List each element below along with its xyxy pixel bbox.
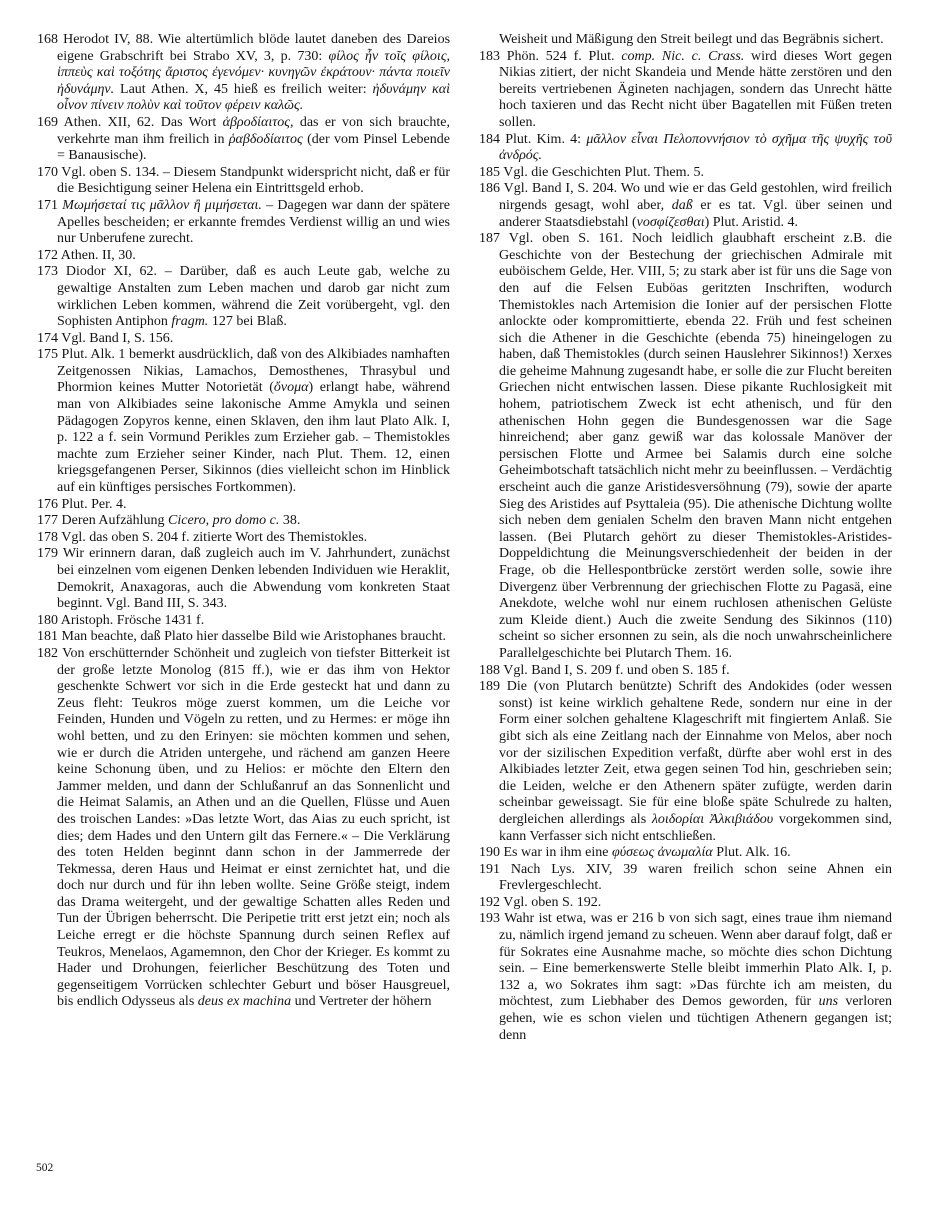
footnote-number: 184 <box>479 131 506 147</box>
footnote-italic-text: μᾶλλον εἶναι Πελοποννήσιον τὸ σχῆμα τῆς ψυχῆς τοῦ ἀνδρός. <box>499 131 892 164</box>
footnote-text: ) Plut. Aristid. 4. <box>704 214 798 230</box>
footnote-183 <box>479 49 892 132</box>
footnote-italic-text: Cicero, pro domo c. <box>168 513 280 529</box>
footnote-text: Von erschütternder Schönheit und zugleich von tiefster Bitterkeit ist der große letzte Monolog (815 ff.), wie er das ihm von Hektor geschenkte Schwert vor sich in die Erde gesteckt hat und dann zu Zeus fleht: Teukros möge zuerst kommen, um die Leiche vor Feinden, Hunden und Vögeln zu retten, und zu Hermes: er möge ihn wohl betten, und zu den Erinyen: sie möchten kommen und sehen, wie er durch die Atriden untergehe, und rächend am ganzen Heere keine Schonung üben, und zu Helios: er möchte den Eltern den Jammer melden, und dann der Schlußanruf an das Sonnenlicht und die Heimat Salamis, an Athen und an die Quellen, Flüsse und Auen des troischen Landes: »Das letzte Wort, das Aias zu euch spricht, ist dies; dem Hades und den Untern gilt das Fernere.« – Die Verklärung des toten Helden beginnt dann schon in der Jammerrede der Tekmessa, deren Haus und Heimat er einst zernichtet hat, und die doch nur durch und für ihn leben wollte. Seine Größe steigt, indem das Drama weitergeht, und der gewaltige Schatten alles Reden und Tun der Übrigen beherrscht. Die Peripetie tritt erst jetzt ein; noch als Leiche erregt er die höchste Spannung durch seinen Reflex auf Teukros, Menelaos, Agamemnon, den Chor der Krieger. Es kommt zu Hader und Drohungen, feierlicher Beschützung des Toten und gegenseitigem Vorrücken schlechter Geburt und böser Hausgreuel, bis endlich Odysseus als <box>57 645 450 1010</box>
footnote-number: 180 <box>37 612 61 628</box>
footnote-182 <box>37 646 450 1011</box>
footnote-176 <box>37 497 450 514</box>
footnote-number: 187 <box>479 231 509 247</box>
footnote-number: 170 <box>37 164 62 180</box>
footnote-text: Plut. Per. 4. <box>61 496 127 512</box>
text-block <box>37 32 893 1044</box>
footnote-190 <box>479 845 892 862</box>
page-number: 502 <box>36 1162 54 1174</box>
footnote-text: Vgl. das oben S. 204 f. zitierte Wort des Themistokles. <box>61 529 368 545</box>
footnote-italic-text: Μωμήσεταί τις μᾶλλον ἢ μιμήσεται. <box>62 197 262 213</box>
footnote-184 <box>479 132 892 165</box>
footnote-text: Man beachte, daß Plato hier dasselbe Bild wie Aristophanes braucht. <box>61 629 447 645</box>
footnote-number: 189 <box>479 679 507 695</box>
footnote-text: Vgl. oben S. 134. – Diesem Standpunkt widerspricht nicht, daß er für die Besichtigung seiner Helena ein Eintrittsgeld erhob. <box>57 164 450 197</box>
footnote-italic-text: φύσεως ἀνωμαλία <box>611 845 713 861</box>
footnote-text: 127 bei Blaß. <box>208 314 287 330</box>
footnote-text: er es tat. Vgl. über seinen und anderer Staatsdiebstahl ( <box>499 197 892 230</box>
footnote-number: 176 <box>37 496 62 512</box>
footnote-number: 191 <box>479 861 511 877</box>
footnote-188 <box>479 663 892 680</box>
footnote-text: Plut. Alk. 1 bemerkt ausdrücklich, daß von des Alkibiades namhaften Zeitgenossen Nikias, Lamachos, Demosthenes, Thrasybul und Phormion keines Mutter Notorietät ( <box>57 347 450 396</box>
footnote-italic-text: φίλος ἦν τοῖς φίλοις, ἱππεὺς καὶ τοξότης ἄριστος ἐγενόμεν· κυνηγῶν ἐκράτουν· πάντα ποιεῖν ἠδυνάμην. <box>57 48 450 97</box>
footnote-text: (der vom Pinsel Lebende = Banausische). <box>57 131 450 164</box>
footnote-174 <box>37 331 450 348</box>
footnote-number: 192 <box>479 894 504 910</box>
footnote-168 <box>37 32 450 115</box>
footnote-173 <box>37 264 450 330</box>
footnote-179 <box>37 546 450 612</box>
footnote-number: 171 <box>37 197 63 213</box>
footnote-italic-text: deus ex machina <box>197 994 292 1010</box>
footnote-number: 193 <box>479 911 505 927</box>
footnote-text: Athen. XII, 62. Das Wort <box>63 114 223 130</box>
footnote-number: 173 <box>37 264 66 280</box>
footnote-text: Phön. 524 f. Plut. <box>506 48 622 64</box>
footnote-italic-text: daß <box>671 197 693 213</box>
footnote-171 <box>37 198 450 248</box>
footnote-170 <box>37 165 450 198</box>
footnote-number: 188 <box>479 662 504 678</box>
footnote-number: 183 <box>479 48 507 64</box>
footnote-text: – Dagegen war dann der spätere Apelles bescheiden; er erkannte fremdes Verdienst willig an und wies nur Unberufene zurecht. <box>57 197 450 247</box>
footnote-191 <box>479 862 892 895</box>
footnote-175 <box>37 347 450 496</box>
footnote-number: 185 <box>479 164 504 180</box>
footnote-number: 168 <box>37 32 64 47</box>
footnote-number: 181 <box>37 629 62 645</box>
footnote-text: Plut. Alk. 16. <box>712 845 791 861</box>
footnote-186 <box>479 181 892 231</box>
footnote-193 <box>479 911 892 1044</box>
footnote-text: verloren gehen, wie es schon vielen und tüchtigen Athenern gegangen ist; denn <box>499 994 892 1043</box>
footnote-text: Laut Athen. X, 45 hieß es freilich weiter: <box>114 81 373 97</box>
footnote-text: ) erlangt habe, während man von Alkibiades seine lakonische Amme Amykla und seinen Pädagogen Zopyros kenne, einen Sklaven, den ihm laut Plato Alk. I, p. 122 a f. sein Vormund Perikles zum Erzieher gab. – Themistokles machte zum Erzieher seiner Kinder, nach Plut. Them. 12, einen kriegsgefangenen Perser, Sikinnos (dies vielleicht schon im Hinblick auf ein künftiges persisches Fortkommen). <box>57 380 450 496</box>
footnote-number: 172 <box>37 247 61 263</box>
footnote-italic-text: uns <box>818 994 839 1010</box>
footnote-italic-text: ἁβροδίαιτος <box>222 114 290 130</box>
footnote-text: , das er von sich brauchte, verkehrte man ihm freilich in <box>57 114 450 147</box>
footnote-text: Vgl. die Geschichten Plut. Them. 5. <box>503 164 705 180</box>
footnote-text: wird dieses Wort gegen Nikias zitiert, der nicht Skandeia und Mende hätte zerstören und den bereits vertriebenen Ägineten nachjagen, sondern das Unrecht hätte hoch taxieren und das Recht nicht über Bagatellen mit Füßen treten sollen. <box>499 48 893 130</box>
footnote-185 <box>479 165 892 182</box>
right-column <box>479 32 892 1044</box>
footnote-192 <box>479 895 892 912</box>
footnote-text: Wir erinnern daran, daß zugleich auch im V. Jahrhundert, zunächst bei einzelnen vom eigenen Denken lebenden Individuen wie Heraklit, Demokrit, Anaxagoras, auch die Abwendung vom konkreten Staat beginnt. Vgl. Band III, S. 343. <box>57 546 451 612</box>
footnote-text: Plut. Kim. 4: <box>505 131 587 147</box>
footnote-text: Aristoph. Frösche 1431 f. <box>60 612 205 628</box>
footnote-text: Diodor XI, 62. – Darüber, daß es auch Leute gab, welche zu gewaltige Anstalten zum Leben machen und darob gar nicht zum wirklichen Leben kommen, während die Zeit vorübergeht, vgl. den Sophisten Antiphon <box>57 264 451 330</box>
footnote-number: 169 <box>37 114 64 130</box>
footnote-number: 178 <box>37 529 62 545</box>
footnote-text: Die (von Plutarch benützte) Schrift des Andokides (oder wessen sonst) ist keine wirklich gehaltene Rede, sondern nur eine in der Form einer solchen gehaltene Klageschrift mit fingiertem Anlaß. Sie gibt sich als eine Zeitlang nach der Einnahme von Melos, aber noch vor der sizilischen Expedition verfaßt, dürfte aber wohl erst in des Alkibiades letzter Zeit, etwa gegen seinen Tod hin, geschrieben sein; die Leiden, welche er den Athenern später zufügte, werden darin scheinbar geweissagt. Sie für eine bloße späte Schulrede zu halten, dergleichen allerdings als <box>499 679 892 827</box>
footnote-text: Deren Aufzählung <box>61 513 169 529</box>
footnote-180 <box>37 613 450 630</box>
footnote-text: Vgl. Band I, S. 209 f. und oben S. 185 f. <box>503 662 730 678</box>
footnote-178 <box>37 530 450 547</box>
footnote-number: 175 <box>37 347 62 363</box>
left-column <box>37 32 450 1044</box>
footnote-text: Vgl. Band I, S. 156. <box>61 330 174 346</box>
footnote-text: Vgl. oben S. 161. Noch leidlich glaubhaft erscheint z.B. die Geschichte von der Bestechung der griechischen Admirale mit euböischem Gelde, Her. VIII, 5; zu stark aber ist für uns die Sage von den auf die Felsen Euböas geritzten Inschriften, wodurch Themistokles nach Artemision die Ionier auf der persischen Flotte anlockte oder kompromittierte, ebenda 22. Früh und fest scheinen sich die Athener in die Geschichte (ebenda 75) hineingelogen zu haben, daß Themistokles (durch seinen Hauslehrer Sikinnos!) Xerxes die geheime Mahnung zugesandt habe, er solle die zur Flucht bereiten Griechen nicht entwischen lassen. Diese pikante Ruchlosigkeit mit hohem, patriotischem Zweck ist echt athenisch, und für den athenischen Hohn gegen die Bundesgenossen war die Sage hinreichend; aber ganz gewiß war das kolossale Manöver der persischen Flotte und Armee bei Salamis durch eine solche Geheimbotschaft tatsächlich nicht mehr zu beeinflussen. – Verdächtig erscheint auch die ganze Aristidesversöhnung (79), sowie der aparte Sieg des Aristides auf Psyttaleia (95). Die athenische Dichtung wollte sich neben dem genialen Schelm den braven Mann nicht entgehen lassen. (Bei Plutarch gehört zu dieser Themistokles-Aristides-Doppeldichtung die Meinungsverschiedenheit der beiden in der Frage, ob die Hellespontbrücke zerstört werden solle, sowie ihre Divergenz über Verbrennung der griechischen Flotte zu Pagasä, eine Anekdote, welche wohl nur einem ruchlosen athenischen Gelüste zum Kleide dient.) Auch die zweite Sendung des Sikinnos (110) scheint so sicher ersonnen zu sein, als die noch unwahrscheinlichere Parallelgeschichte bei Plutarch Them. 16. <box>499 231 892 661</box>
footnote-italic-text: ἠδυνάμην καὶ οἶνον πίνειν πολὺν καὶ τοῦτον φέρειν καλῶς. <box>57 81 451 114</box>
footnote-text: 38. <box>279 513 301 529</box>
footnote-number: 186 <box>479 181 504 197</box>
footnote-number: 190 <box>479 845 504 861</box>
footnote-number: 177 <box>37 513 62 529</box>
footnote-text: Vgl. Band I, S. 204. Wo und wie er das Geld gestohlen, wird freilich nirgends gesagt, wohl aber, <box>499 181 893 213</box>
footnote-italic-text: comp. Nic. c. Crass. <box>621 48 745 64</box>
footnote-text: Herodot IV, 88. Wie altertümlich blöde lautet daneben des Dareios eigene Grabschrift bei Strabo XV, 3, p. 730: <box>57 32 451 64</box>
footnote-number: 179 <box>37 546 63 562</box>
footnote-italic-text: ὄνομα <box>273 380 309 396</box>
footnote-continuation <box>479 32 892 49</box>
footnote-text: Vgl. oben S. 192. <box>503 894 602 910</box>
footnote-italic-text: νοσφίζεσθαι <box>636 214 705 230</box>
footnote-177 <box>37 513 450 530</box>
footnote-181 <box>37 629 450 646</box>
footnote-169 <box>37 115 450 165</box>
footnote-text: Wahr ist etwa, was er 216 b von sich sagt, eines traue ihm niemand zu, nämlich irgend jemand zu scheuen. Wenn aber darauf folgt, daß er für Sokrates eine Ausnahme mache, so möchte dies schon Dichtung sein. – Eine bemerkenswerte Stelle bleibt immerhin Plato Alk. I, p. 132 a, wo Sokrates ihm sagt: »Das fürchte ich am meisten, du möchtest, zum Liebhaber des Demos geworden, für <box>499 911 892 1010</box>
footnote-text: und Vertreter der höhern <box>291 994 432 1010</box>
footnote-text: vorgekommen sind, kann Verfasser sich nicht entschließen. <box>499 811 892 844</box>
footnote-text: Es war in ihm eine <box>503 845 612 861</box>
footnote-italic-text: λοιδορίαι Ἀλκιβιάδου <box>651 811 774 827</box>
footnote-italic-text: fragm. <box>171 314 209 330</box>
footnote-189 <box>479 679 892 845</box>
footnote-number: 174 <box>37 330 62 346</box>
footnote-187 <box>479 231 892 662</box>
footnote-172 <box>37 248 450 265</box>
footnote-text: Athen. II, 30. <box>60 247 136 263</box>
footnote-number: 182 <box>37 645 63 661</box>
footnote-italic-text: ῥαβδοδίαιτος <box>228 131 303 147</box>
footnote-text: Weisheit und Mäßigung den Streit beilegt und das Begräbnis sichert. <box>499 32 884 47</box>
footnote-text: Nach Lys. XIV, 39 waren freilich schon seine Ahnen ein Frevlergeschlecht. <box>499 861 892 894</box>
